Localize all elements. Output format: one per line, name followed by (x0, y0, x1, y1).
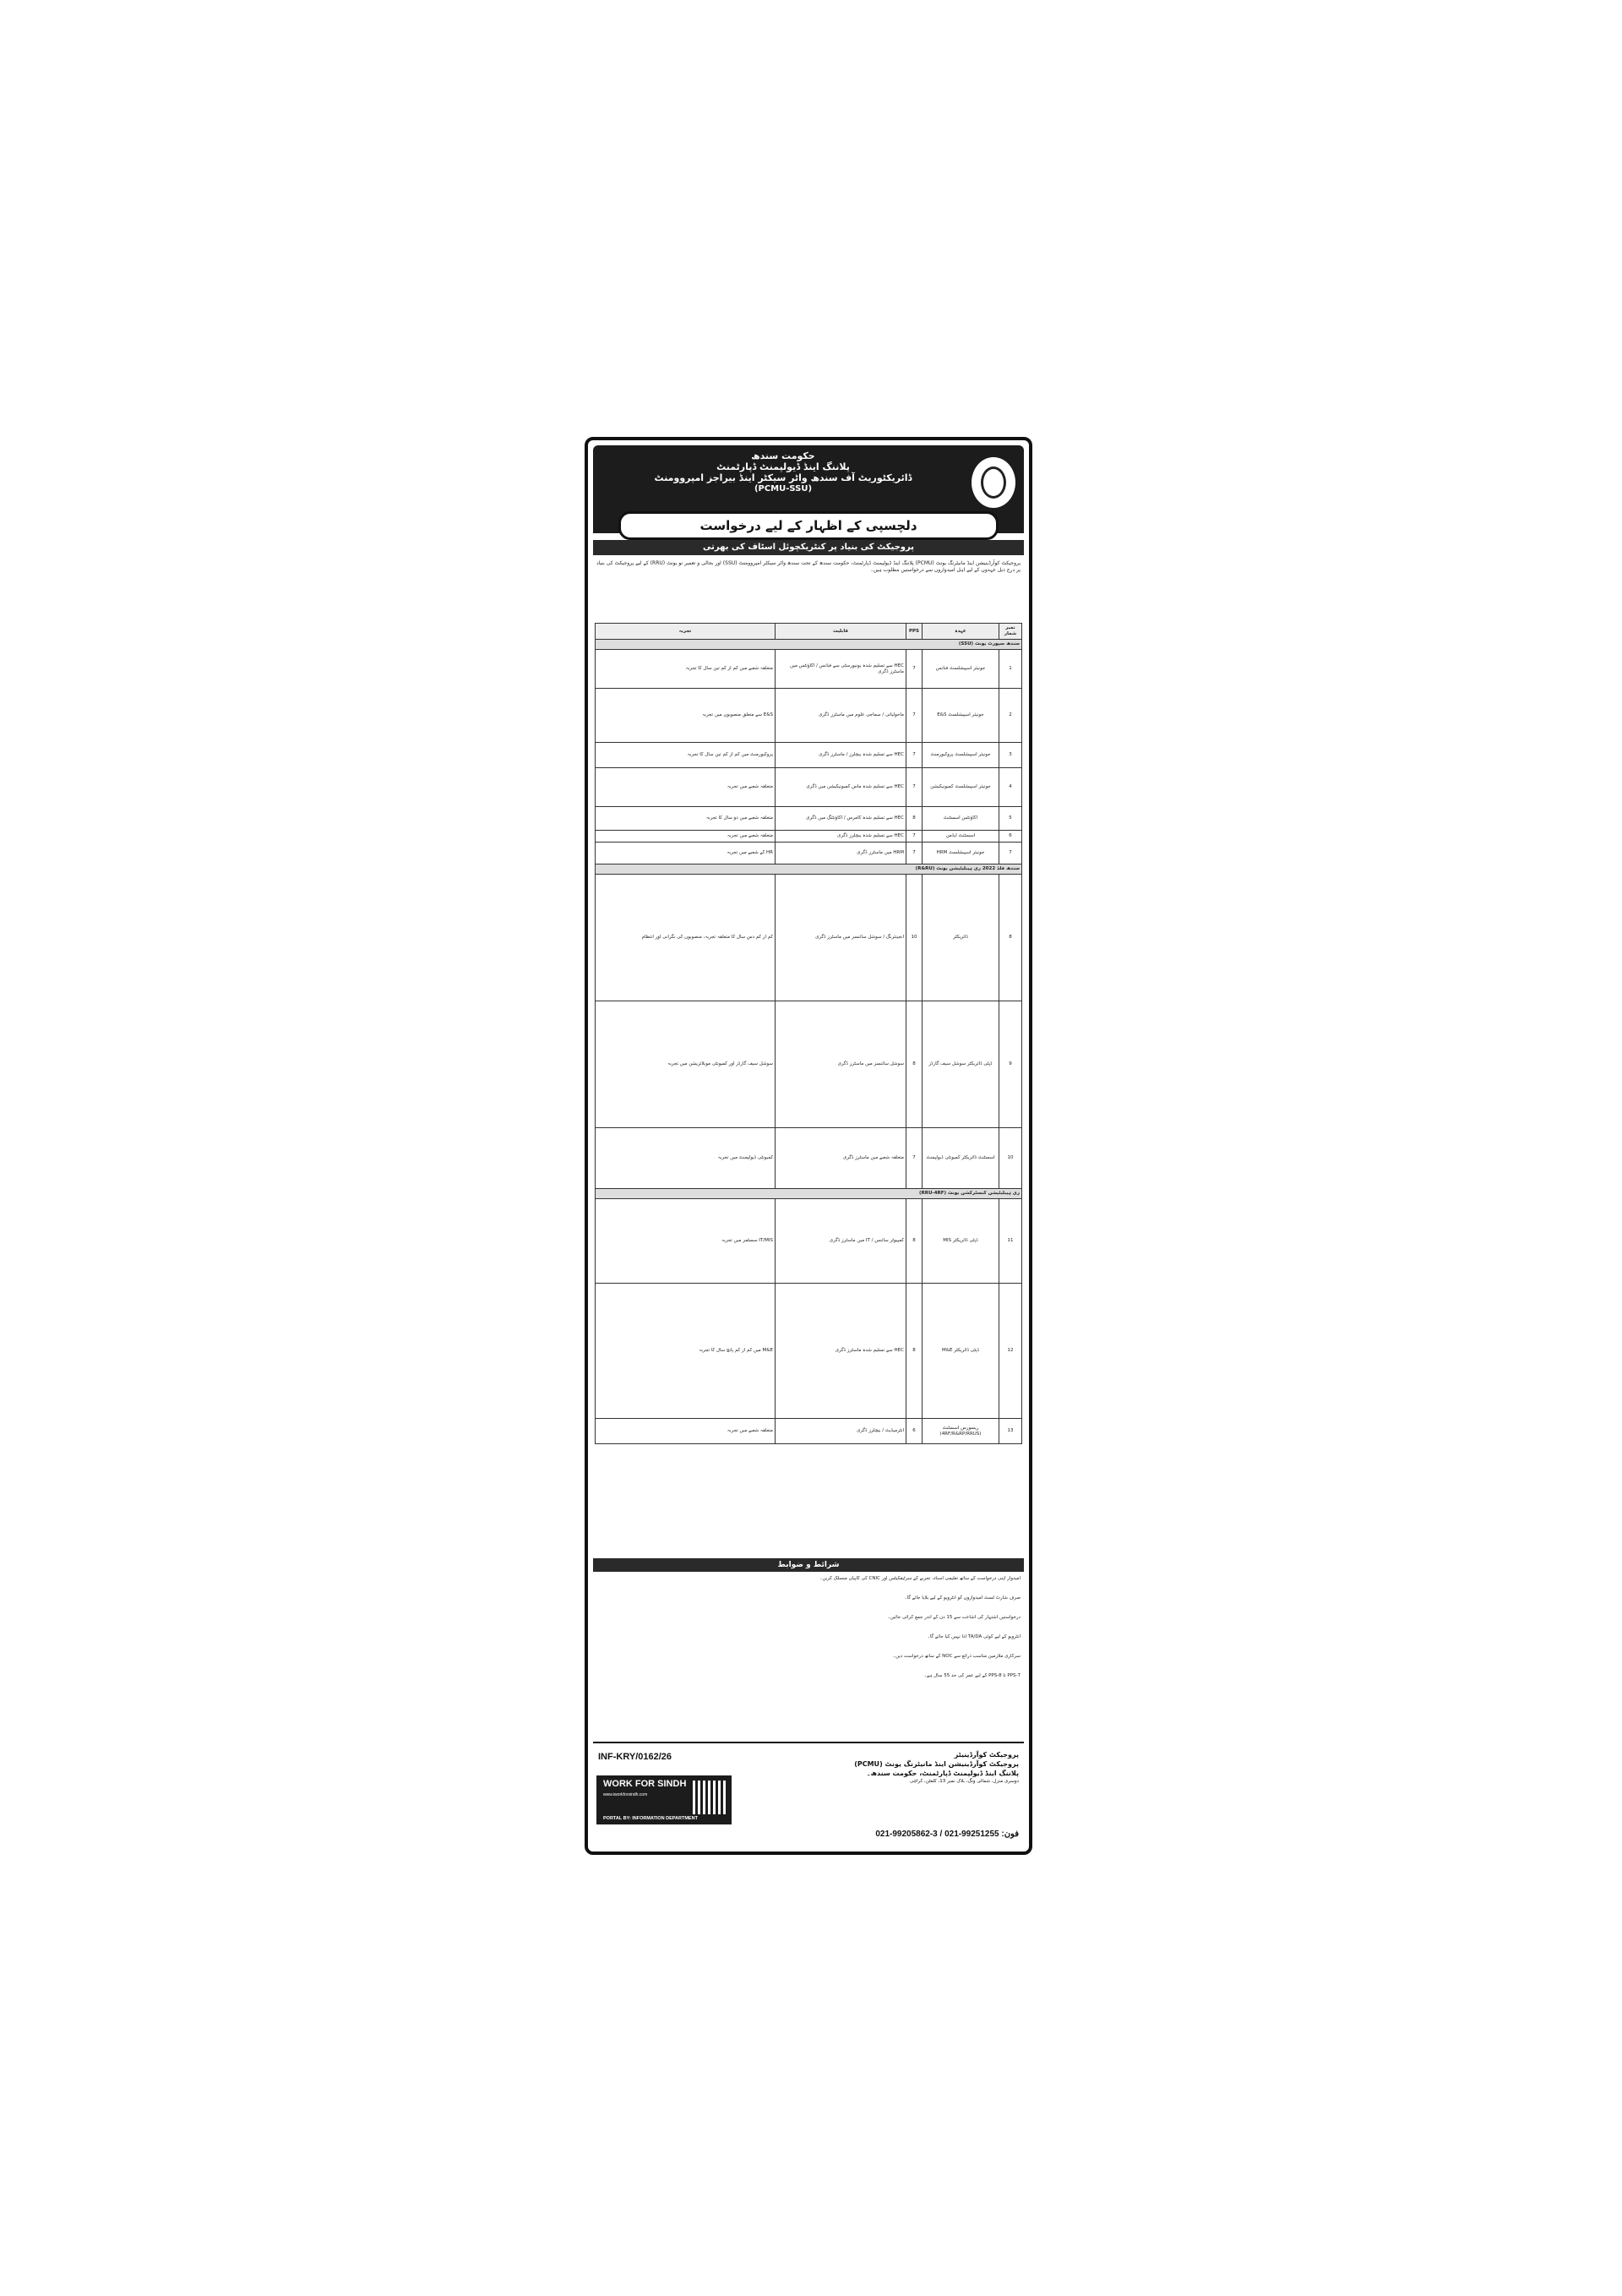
qualification-cell: HEC سے تسلیم شدہ یونیورسٹی سے فنانس / اکاؤنٹس میں ماسٹرز ڈگری (776, 650, 906, 689)
table-row (596, 1284, 1022, 1419)
work-site: www.iworkforsindh.com (603, 1792, 648, 1797)
qr-code-icon (693, 1781, 727, 1814)
intro-paragraph: پروجیکٹ کوآرڈینیشن اینڈ مانیٹرنگ یونٹ (PCMU) پلاننگ اینڈ ڈیولپمنٹ ڈپارٹمنٹ، حکومت سندھ کے تحت سندھ واٹر سیکٹر امپروومنٹ (SSU) اور بحالی و تعمیر نو یونٹ (RRU) کے لیے پروجیکٹ کی بنیاد پر درج ذیل عہدوں کے لیے اہل امیدواروں سے درخواستیں مطلوب ہیں۔ (596, 560, 1021, 573)
serial-cell: 8 (999, 875, 1022, 1001)
condition-item: انٹرویو کے لیے کوئی TA/DA ادا نہیں کیا جائے گا۔ (927, 1634, 1021, 1639)
serial-cell: 10 (999, 1128, 1022, 1189)
serial-cell: 9 (999, 1001, 1022, 1128)
pps-cell: 8 (906, 1284, 923, 1419)
serial-cell: 2 (999, 689, 1022, 743)
pps-cell: 8 (906, 1199, 923, 1284)
table-row (596, 843, 1022, 864)
qualification-cell: سوشل سائنسز میں ماسٹرز ڈگری (776, 1001, 906, 1128)
table-row (596, 650, 1022, 689)
condition-item: امیدوار اپنی درخواست کے ساتھ تعلیمی اسناد، تجربے کے سرٹیفکیٹس اور CNIC کی کاپیاں منسلک کریں۔ (819, 1576, 1021, 1581)
experience-cell: متعلقہ شعبے میں تجربہ (596, 831, 776, 843)
serial-cell: 5 (999, 807, 1022, 831)
condition-item: صرف شارٹ لسٹ امیدواروں کو انٹرویو کے لیے بلایا جائے گا۔ (904, 1595, 1021, 1601)
work-for-sindh-badge (596, 1775, 732, 1824)
qualification-cell: HRM میں ماسٹرز ڈگری (776, 843, 906, 864)
address-block (740, 1750, 1019, 1786)
experience-cell: متعلقہ شعبے میں دو سال کا تجربہ (596, 807, 776, 831)
qualification-cell: HEC سے تسلیم شدہ بیچلرز / ماسٹرز ڈگری (776, 743, 906, 768)
section-row (596, 640, 1022, 650)
pps-cell: 7 (906, 1128, 923, 1189)
header-line-1: حکومت سندھ (751, 450, 815, 461)
qualification-cell: انجینئرنگ / سوشل سائنسز میں ماسٹرز ڈگری (776, 875, 906, 1001)
header-line-2: پلاننگ اینڈ ڈیولپمنٹ ڈپارٹمنٹ (716, 461, 850, 472)
qualification-cell: ماحولیاتی / سماجی علوم میں ماسٹرز ڈگری (776, 689, 906, 743)
post-cell: جونیئر اسپیشلسٹ HRM (923, 843, 999, 864)
serial-cell: 1 (999, 650, 1022, 689)
address-line: پروجیکٹ کوآرڈینیشن اینڈ مانیٹرنگ یونٹ (PCMU) (854, 1760, 1019, 1768)
experience-cell: کمیونٹی ڈیولپمنٹ میں تجربہ (596, 1128, 776, 1189)
table-row (596, 743, 1022, 768)
section-title: سندھ سپورٹ یونٹ (SSU) (596, 640, 1022, 650)
table-row (596, 875, 1022, 1001)
pps-cell: 7 (906, 650, 923, 689)
serial-cell: 6 (999, 831, 1022, 843)
pps-cell: 7 (906, 689, 923, 743)
header-code: (PCMU-SSU) (754, 484, 813, 494)
subtitle-bar: پروجیکٹ کی بنیاد پر کنٹریکچوئل اسٹاف کی بھرتی (593, 540, 1024, 555)
experience-cell: متعلقہ شعبے میں کم از کم تین سال کا تجربہ (596, 650, 776, 689)
serial-cell: 7 (999, 843, 1022, 864)
work-title: WORK FOR SINDH (603, 1779, 687, 1789)
table-row (596, 831, 1022, 843)
condition-item: درخواستیں اشتہار کی اشاعت سے 15 دن کے اندر جمع کرائی جائیں۔ (887, 1615, 1021, 1620)
table-row (596, 1128, 1022, 1189)
col-header: نمبر شمار (999, 624, 1022, 640)
col-header: عہدہ (923, 624, 999, 640)
table-row (596, 1199, 1022, 1284)
table-row (596, 1419, 1022, 1444)
col-header: تجربہ (596, 624, 776, 640)
reference-number: INF-KRY/0162/26 (598, 1752, 672, 1762)
pps-cell: 7 (906, 843, 923, 864)
work-dept: PORTAL BY: INFORMATION DEPARTMENT (603, 1816, 698, 1821)
government-seal-icon (972, 457, 1015, 508)
pps-cell: 7 (906, 831, 923, 843)
serial-cell: 11 (999, 1199, 1022, 1284)
pps-cell: 8 (906, 807, 923, 831)
experience-cell: IT/MIS سسٹمز میں تجربہ (596, 1199, 776, 1284)
experience-cell: متعلقہ شعبے میں تجربہ (596, 1419, 776, 1444)
header-text (601, 450, 965, 494)
table-row (596, 768, 1022, 807)
serial-cell: 4 (999, 768, 1022, 807)
post-cell: ڈپٹی ڈائریکٹر M&E (923, 1284, 999, 1419)
banner-title: دلچسپی کے اظہار کے لیے درخواست (618, 511, 999, 540)
pps-cell: 10 (906, 875, 923, 1001)
phone-number: 021-99205862-3 / 021-99251255 :فون (875, 1830, 1019, 1839)
address-line: پلاننگ اینڈ ڈیولپمنٹ ڈپارٹمنٹ، حکومت سندھ۔ (866, 1770, 1019, 1777)
experience-cell: سوشل سیف گارڈز اور کمیونٹی موبلائزیشن میں تجربہ (596, 1001, 776, 1128)
conditions-list (596, 1575, 1021, 1692)
pps-cell: 6 (906, 1419, 923, 1444)
conditions-title: شرائط و ضوابط (593, 1558, 1024, 1572)
pps-cell: 7 (906, 743, 923, 768)
jobs-table (595, 623, 1022, 1444)
experience-cell: HR کے شعبے میں تجربہ (596, 843, 776, 864)
table-body (596, 640, 1022, 1444)
experience-cell: متعلقہ شعبے میں تجربہ (596, 768, 776, 807)
footer (593, 1748, 1024, 1846)
qualification-cell: HEC سے تسلیم شدہ کامرس / اکاؤنٹنگ میں ڈگری (776, 807, 906, 831)
divider (593, 1742, 1024, 1743)
table-row (596, 1001, 1022, 1128)
address-line: دوسری منزل، شمالی ونگ، بلاک نمبر 13، کلفٹن، کراچی (910, 1779, 1019, 1784)
post-cell: جونیئر اسپیشلسٹ پروکیورمنٹ (923, 743, 999, 768)
experience-cell: کم از کم دس سال کا متعلقہ تجربہ، منصوبوں کی نگرانی اور انتظام (596, 875, 776, 1001)
col-header: قابلیت (776, 624, 906, 640)
experience-cell: E&S سے متعلق منصوبوں میں تجربہ (596, 689, 776, 743)
condition-item: سرکاری ملازمین مناسب ذرائع سے NOC کے ساتھ درخواست دیں۔ (892, 1654, 1021, 1659)
post-cell: جونیئر اسپیشلسٹ فنانس (923, 650, 999, 689)
post-cell: جونیئر اسپیشلسٹ کمیونیکیشن (923, 768, 999, 807)
address-line: پروجیکٹ کوآرڈینیٹر (954, 1751, 1019, 1759)
qualification-cell: انٹرمیڈیٹ / بیچلرز ڈگری (776, 1419, 906, 1444)
post-cell: جونیئر اسپیشلسٹ E&S (923, 689, 999, 743)
post-cell: ڈپٹی ڈائریکٹر سوشل سیف گارڈز (923, 1001, 999, 1128)
condition-item: PPS-7 تا PPS-8 کے لیے عمر کی حد 55 سال ہے۔ (923, 1673, 1021, 1678)
pps-cell: 8 (906, 1001, 923, 1128)
experience-cell: M&E میں کم از کم پانچ سال کا تجربہ (596, 1284, 776, 1419)
table-row (596, 807, 1022, 831)
post-cell: ڈپٹی ڈائریکٹر MIS (923, 1199, 999, 1284)
header-line-3: ڈائریکٹوریٹ آف سندھ واٹر سیکٹر اینڈ بیراجز امپروومنٹ (654, 472, 912, 483)
section-row (596, 1189, 1022, 1199)
header-block (593, 445, 1024, 533)
post-cell: اکاؤنٹس اسسٹنٹ (923, 807, 999, 831)
table-header-row (596, 624, 1022, 640)
post-cell: اسسٹنٹ ڈائریکٹر کمیونٹی ڈیولپمنٹ (923, 1128, 999, 1189)
post-cell: اسسٹنٹ ایڈمن (923, 831, 999, 843)
advertisement (585, 437, 1032, 1855)
qualification-cell: HEC سے تسلیم شدہ بیچلرز ڈگری (776, 831, 906, 843)
serial-cell: 13 (999, 1419, 1022, 1444)
qualification-cell: متعلقہ شعبے میں ماسٹرز ڈگری (776, 1128, 906, 1189)
section-title: ری ہیبلیٹیشن کنسٹرکشن یونٹ (RRU-4RF) (596, 1189, 1022, 1199)
qualification-cell: کمپیوٹر سائنس / IT میں ماسٹرز ڈگری (776, 1199, 906, 1284)
post-cell: ریسورس اسسٹنٹ (4RF/R&RP/RRUS) (923, 1419, 999, 1444)
section-row (596, 864, 1022, 875)
serial-cell: 12 (999, 1284, 1022, 1419)
pps-cell: 7 (906, 768, 923, 807)
post-cell: ڈائریکٹر (923, 875, 999, 1001)
experience-cell: پروکیورمنٹ میں کم از کم تین سال کا تجربہ (596, 743, 776, 768)
serial-cell: 3 (999, 743, 1022, 768)
qualification-cell: HEC سے تسلیم شدہ ماسٹرز ڈگری (776, 1284, 906, 1419)
table-row (596, 689, 1022, 743)
section-title: سندھ فلڈ 2022 ری ہیبلیٹیشن یونٹ (R&RU) (596, 864, 1022, 875)
qualification-cell: HEC سے تسلیم شدہ ماس کمیونیکیشن میں ڈگری (776, 768, 906, 807)
col-header: PPS (906, 624, 923, 640)
